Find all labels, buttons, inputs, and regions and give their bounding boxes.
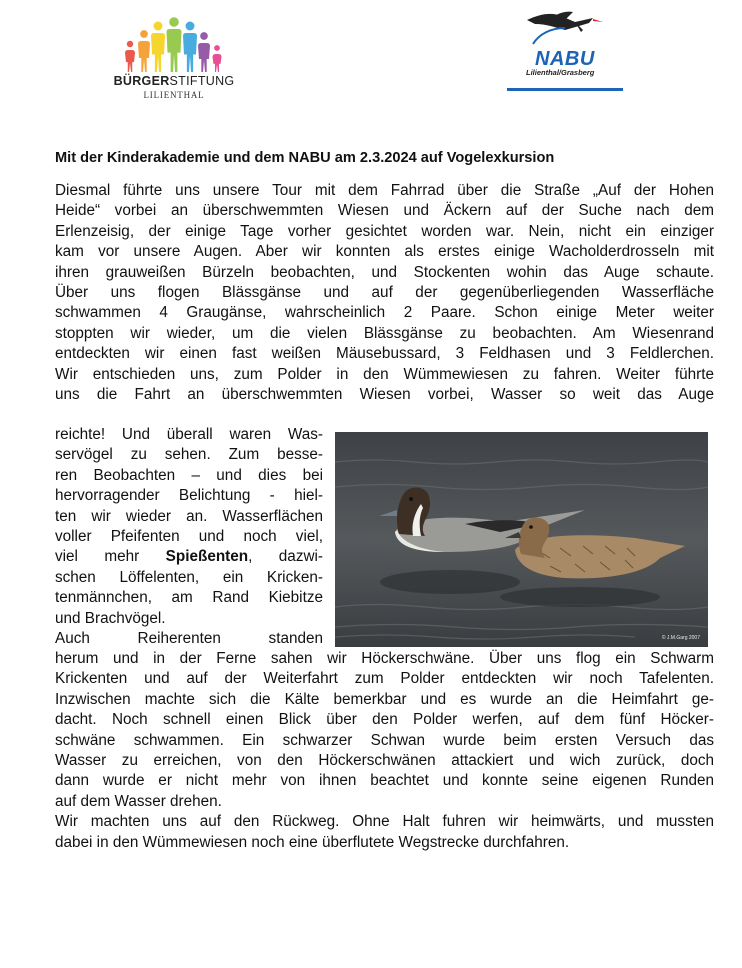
buergerstiftung-wordmark <box>100 74 248 88</box>
photo-credit: © J.M.Garg 2007 <box>661 635 700 641</box>
person-figure <box>151 22 165 72</box>
wordmark-thin: STIFTUNG <box>169 74 235 88</box>
nabu-subtitle: Lilienthal/Grasberg <box>526 68 595 77</box>
text-line: Wasser zu erreichen, von den Höckerschwänen attackiert und wich zurück, doch <box>55 752 714 770</box>
text-line: Diesmal führte uns unsere Tour mit dem Fahrrad über die Straße „Auf der Hohen <box>55 182 714 199</box>
person-figure <box>125 41 135 72</box>
article-column-left <box>55 425 323 649</box>
text-line: Wir machten uns auf den Rückweg. Ohne Halt fuhren wir heimwärts, und mussten <box>55 813 714 831</box>
person-figure <box>183 22 197 72</box>
text-line: kam vor unsere Augen. Aber wir konnten als erstes einige Wacholderdrosseln mit <box>55 243 714 261</box>
text-line: Über uns flogen Blässgänse und auf der gegenüberliegenden Wasserfläche <box>55 284 714 302</box>
nabu-wordmark: NABU <box>535 48 595 70</box>
text-line: reichte! Und überall waren Was- <box>55 426 323 443</box>
text-line: entdeckten wir einen fast weißen Mäusebussard, 3 Feldhasen und 3 Feldlerchen. <box>55 345 714 363</box>
article-paragraph-top <box>55 181 714 405</box>
text-line: Auch Reiherenten standen <box>55 630 323 648</box>
text-line: und Brachvögel. <box>55 609 166 627</box>
person-figure <box>167 17 182 72</box>
text-line <box>55 547 323 567</box>
person-figure <box>198 32 210 72</box>
text-line: schwäne schwammen. Ein schwarzer Schwan wurde beim ersten Versuch das <box>55 731 714 749</box>
highlighted-word: Spießenten <box>165 548 249 566</box>
text-line: ren Beobachten – und dies bei <box>55 466 323 484</box>
text-line: schen Löffelenten, ein Kricken- <box>55 568 323 586</box>
text-line: Krickenten und auf der Weiterfahrt zum Polder entdeckten wir noch Tafelenten. <box>55 670 714 688</box>
wordmark-bold: BÜRGER <box>113 74 170 88</box>
buergerstiftung-town: LILIENTHAL <box>143 90 205 100</box>
text-line: Heide“ vorbei an überschwemmten Wiesen und Äckern auf der Suche nach dem <box>55 202 714 220</box>
text-line: schwammen 4 Graugänse, wahrscheinlich 2 Paare. Schon einige Meter weiter <box>55 304 714 322</box>
text-line: servögel zu sehen. Zum besse- <box>55 446 323 464</box>
text-line: ihren grauweißen Bürzeln beobachten, und Stockenten wohin das Auge schaute. <box>55 263 714 281</box>
text-fragment: , dazwi- <box>248 548 324 566</box>
text-line: Inzwischen machte sich die Kälte bemerkbar und es wurde an die Heimfahrt ge- <box>55 690 714 708</box>
text-line: Wir entschieden uns, zum Polder in den Wümmewiesen zu fahren. Weiter führte <box>55 365 714 383</box>
text-line: tenmännchen, am Rand Kiebitze <box>55 589 323 607</box>
text-line: dann wurde er nicht mehr von ihnen beachtet und konnte seine eigenen Runden <box>55 772 714 790</box>
person-figure <box>138 30 150 72</box>
text-line: Erlenzeisig, der einige Tage vorher gesichtet worden war. Nein, nicht ein einziger <box>55 222 714 240</box>
article-paragraph-bottom <box>55 649 714 853</box>
text-line: voller Pfeifenten und noch viel, <box>55 528 323 546</box>
text-line: herum und in der Ferne sahen wir Höckerschwäne. Über uns flog ein Schwarm <box>55 650 714 667</box>
text-fragment: viel mehr <box>55 548 166 566</box>
stork-icon <box>505 8 625 52</box>
text-line: stoppten wir wieder, um die vielen Blässgänse zu beobachten. Am Wiesenrand <box>55 324 714 342</box>
text-line: dabei in den Wümmewiesen noch eine überflutete Wegstrecke durchfahren. <box>55 833 570 851</box>
text-line: auf dem Wasser drehen. <box>55 792 222 810</box>
people-figures-icon <box>100 14 248 74</box>
nabu-logo <box>505 8 625 94</box>
text-line: hervorragender Belichtung - hiel- <box>55 487 323 505</box>
person-figure <box>213 45 222 72</box>
text-line: dacht. Noch schnell einen Blick über den Polder werfen, auf dem fünf Höcker- <box>55 711 714 729</box>
buergerstiftung-logo <box>100 14 248 104</box>
duck-photo <box>335 432 708 647</box>
nabu-underline <box>507 88 623 91</box>
article-title: Mit der Kinderakademie und dem NABU am 2.3.2024 auf Vogelexkursion <box>55 150 555 166</box>
text-line: uns die Fahrt an überschwemmten Wiesen vorbei, Wasser so weit das Auge <box>55 386 714 404</box>
pintail-ducks-image <box>335 432 708 647</box>
text-line: ten wir wieder an. Wasserflächen <box>55 507 323 525</box>
